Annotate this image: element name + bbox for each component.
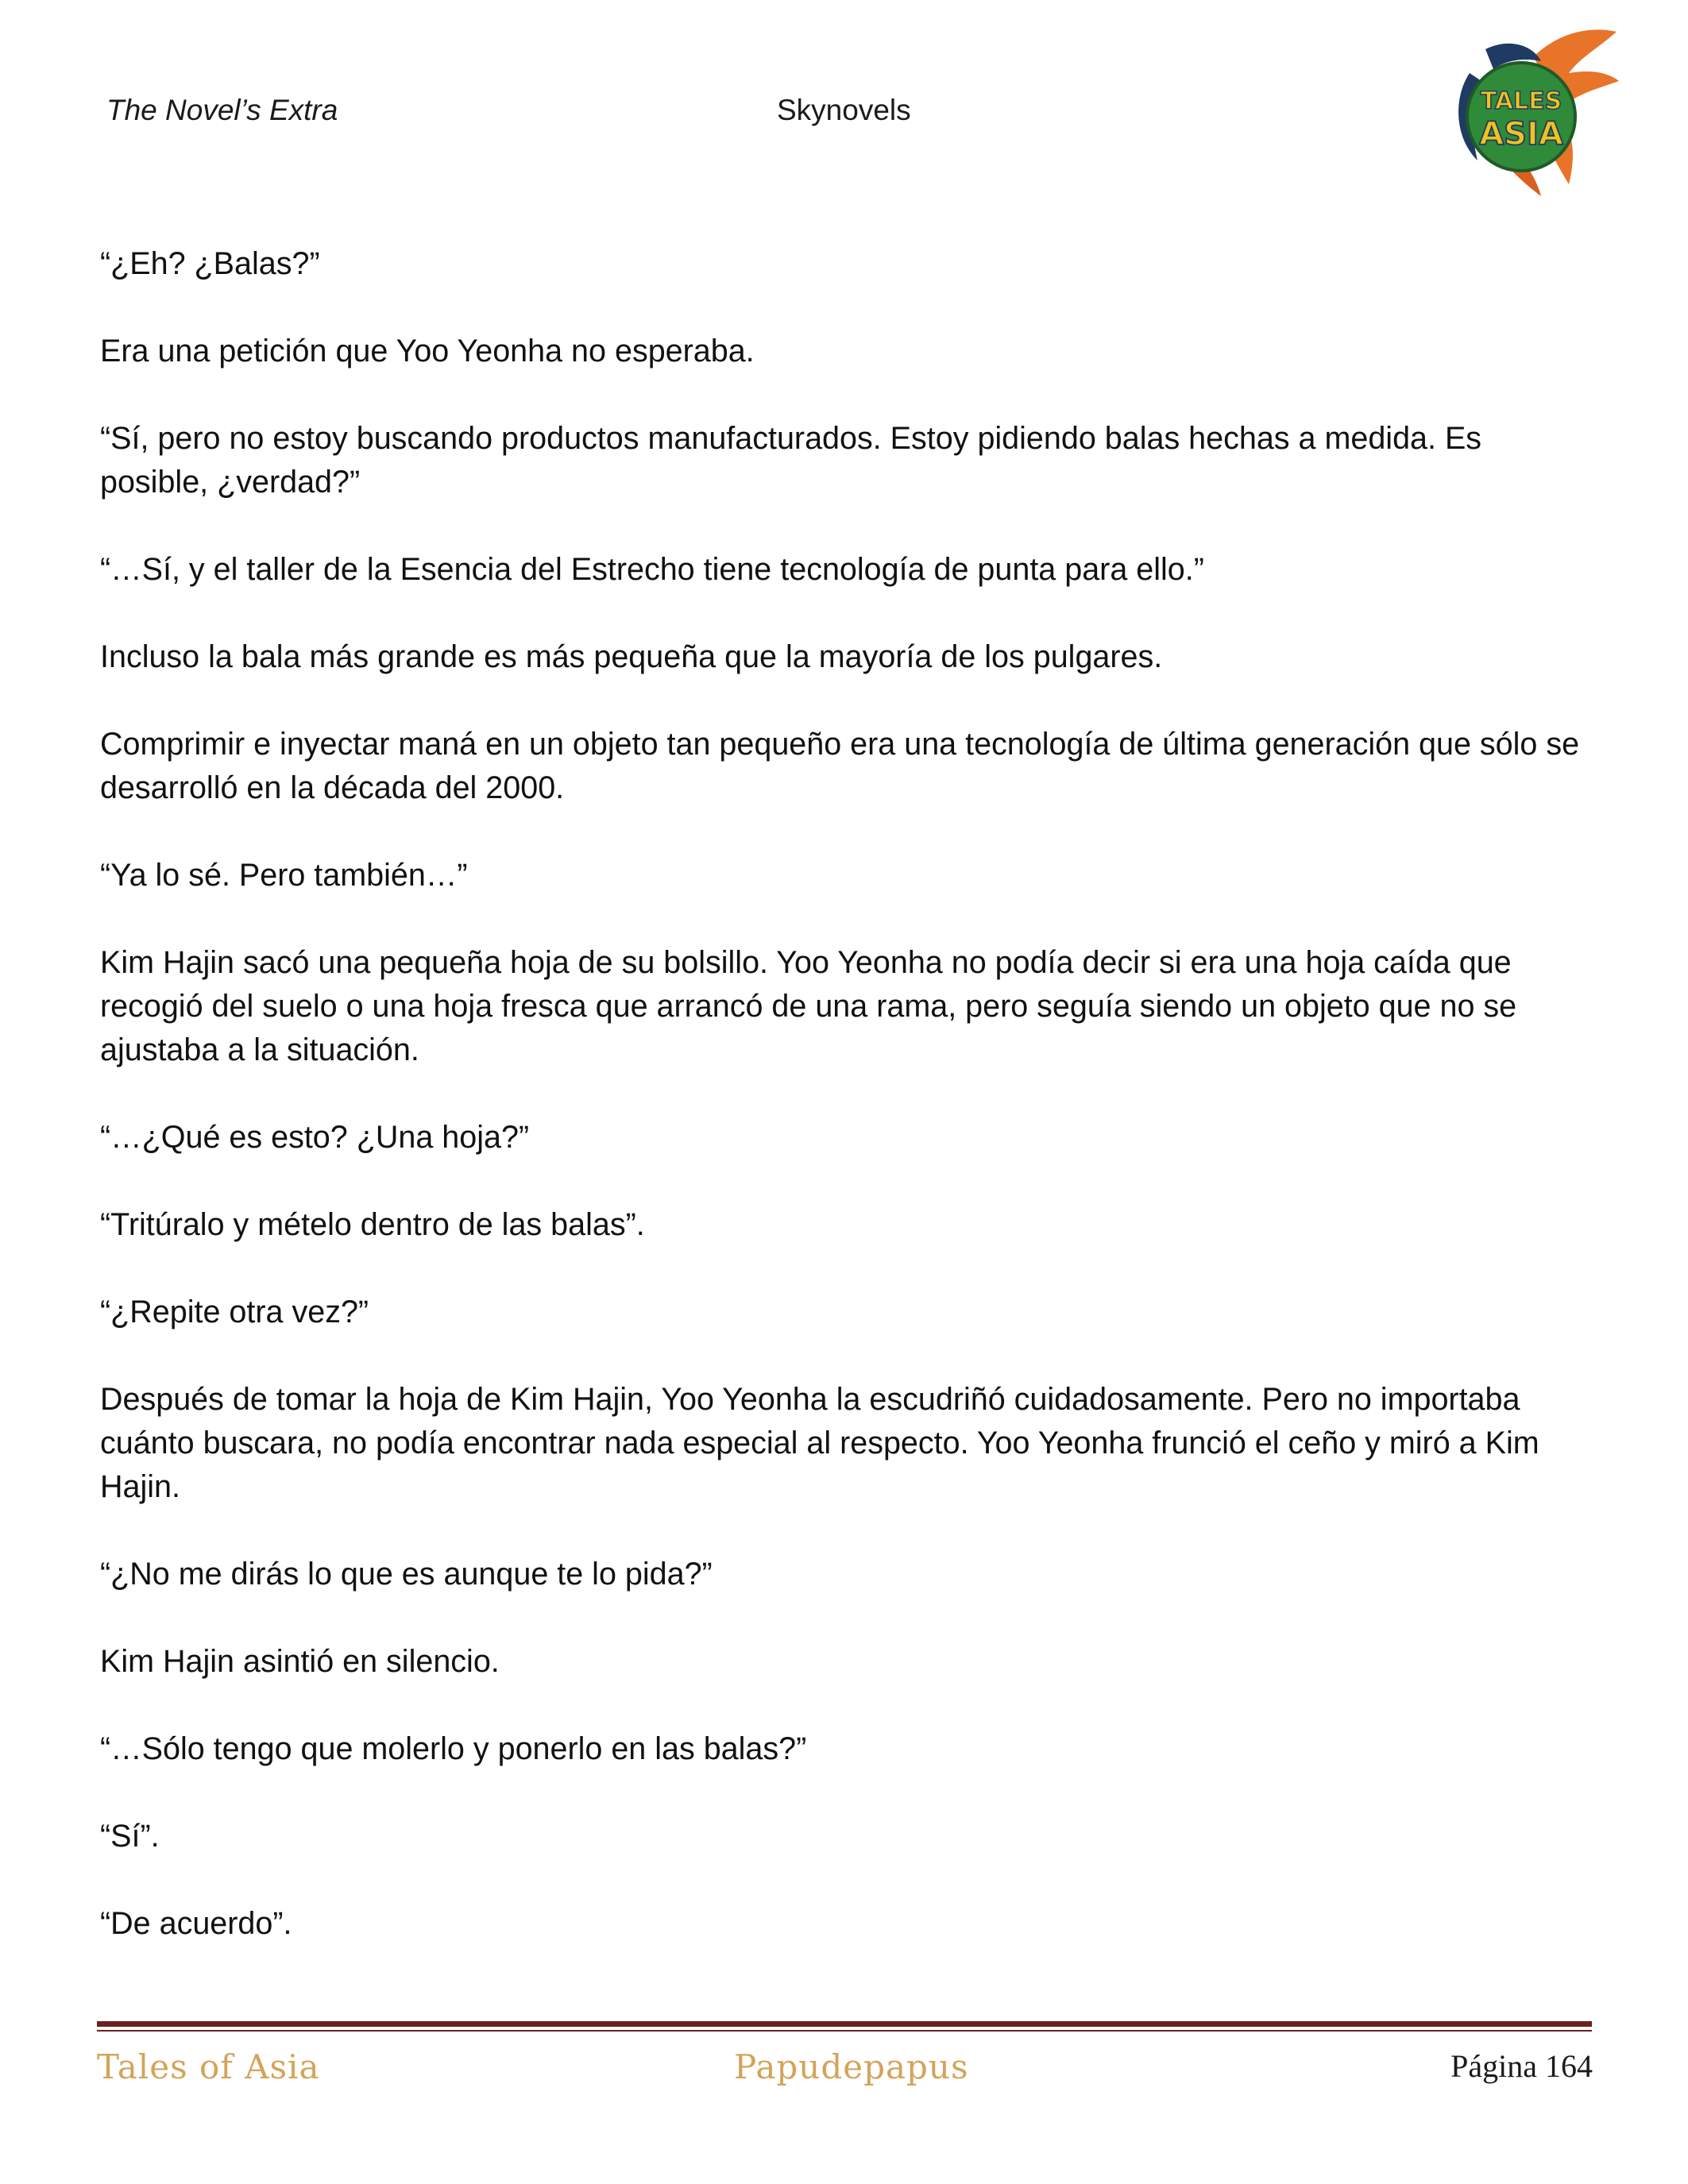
paragraph: Kim Hajin asintió en silencio.	[100, 1644, 500, 1679]
tales-of-asia-logo	[1438, 25, 1620, 200]
chapter-body	[100, 242, 1593, 1989]
paragraph: “Tritúralo y mételo dentro de las balas”.	[100, 1207, 645, 1242]
footer-publisher: Tales of Asia	[97, 2047, 320, 2086]
paragraph: “Sí”.	[100, 1819, 160, 1854]
header-novel-title: The Novel’s Extra	[106, 94, 338, 126]
paragraph: “…Sólo tengo que molerlo y ponerlo en las balas?”	[100, 1731, 807, 1766]
paragraph: “¿No me dirás lo que es aunque te lo pida?”	[100, 1557, 713, 1592]
paragraph: “De acuerdo”.	[100, 1906, 292, 1941]
logo-text-tales: TALES	[1480, 87, 1562, 115]
footer-translator: Papudepapus	[734, 2047, 969, 2086]
paragraph: Comprimir e inyectar maná en un objeto tan pequeño era una tecnología de última generación que sólo se desarrolló en la década del 2000.	[100, 727, 1580, 805]
paragraph: “…¿Qué es esto? ¿Una hoja?”	[100, 1120, 530, 1155]
paragraph: “…Sí, y el taller de la Esencia del Estrecho tiene tecnología de punta para ello.”	[100, 552, 1204, 587]
paragraph: “¿Repite otra vez?”	[100, 1295, 369, 1329]
paragraph: “Ya lo sé. Pero también…”	[100, 858, 468, 893]
footer-page-number: Página 164	[1450, 2048, 1593, 2084]
header-site-name: Skynovels	[777, 94, 911, 126]
paragraph: “Sí, pero no estoy buscando productos manufacturados. Estoy pidiendo balas hechas a medida. Es posible, ¿verdad?”	[100, 421, 1482, 500]
logo-text-asia: ASIA	[1479, 116, 1563, 152]
paragraph: Incluso la bala más grande es más pequeña que la mayoría de los pulgares.	[100, 639, 1163, 674]
paragraph: Kim Hajin sacó una pequeña hoja de su bolsillo. Yoo Yeonha no podía decir si era una hoja caída que recogió del suelo o una hoja fresca que arrancó de una rama, pero seguía siendo un objeto que no se ajustaba a la situación.	[100, 945, 1517, 1067]
paragraph: “¿Eh? ¿Balas?”	[100, 246, 320, 281]
footer-divider	[97, 2021, 1592, 2032]
paragraph: Después de tomar la hoja de Kim Hajin, Yoo Yeonha la escudriñó cuidadosamente. Pero no importaba cuánto buscara, no podía encontrar nada especial al respecto. Yoo Yeonha frunció el ceño y miró a Kim Hajin.	[100, 1382, 1539, 1504]
paragraph: Era una petición que Yoo Yeonha no esperaba.	[100, 334, 755, 369]
